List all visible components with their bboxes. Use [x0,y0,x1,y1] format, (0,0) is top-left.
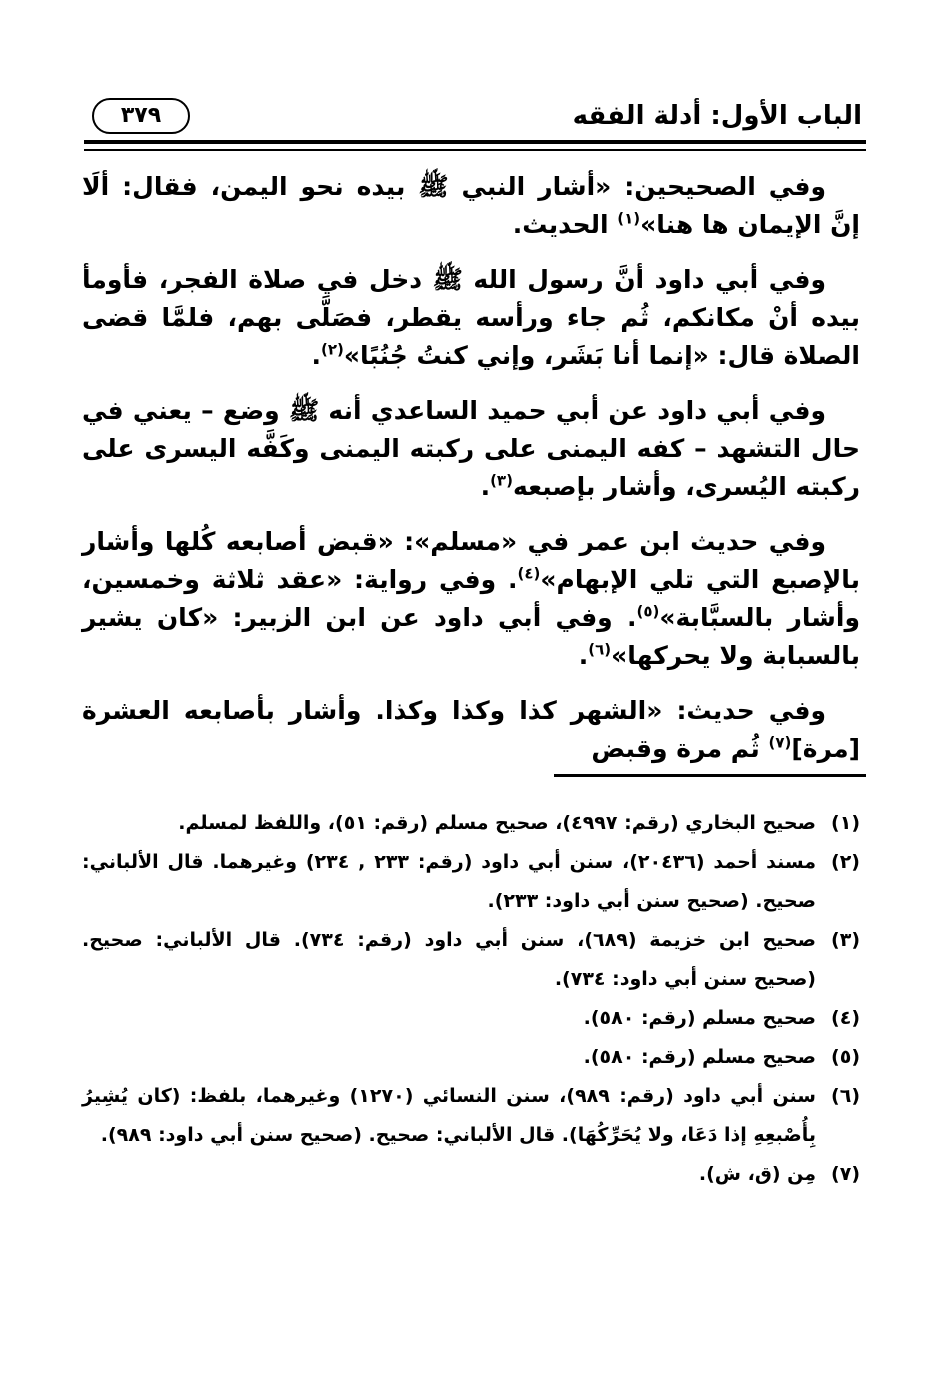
footnote-text: مسند أحمد (٢٠٤٣٦)، سنن أبي داود (رقم: ٢٣٣ , ٢٣٤) وغيرهما. قال الألباني: صحيح. (صحيح سنن أبي داود: ٢٣٣). [82,851,816,912]
footnote-text: مِن (ق، ش). [698,1163,816,1185]
page-number: ٣٧٩ [92,98,190,134]
paragraph-text: الحديث. [512,210,618,239]
running-title: الباب الأول: أدلة الفقه [572,101,862,131]
paragraph-text: وفي أبي داود عن أبي حميد الساعدي أنه ﷺ وضع – يعني في حال التشهد – كفه اليمنى على ركبته اليمنى وكَفَّه اليسرى على ركبته اليُسرى، وأشار بإصبعه [82,396,860,501]
footnote-number: (١) [831,812,860,834]
paragraph-text: . وفي أبي داود عن ابن الزبير: «كان يشير بالسبابة ولا يحركها» [82,603,860,670]
footnote [82,843,860,921]
main-text [82,168,860,785]
footnotes [82,804,860,1194]
footnote-reference: (٧) [768,733,792,752]
paragraph [82,168,860,244]
footnote-reference: (١) [617,209,641,228]
footnote-number: (٤) [831,1007,860,1029]
footnote-text: صحيح مسلم (رقم: ٥٨٠). [583,1007,816,1029]
footnote-reference: (٦) [588,640,612,659]
paragraph [82,392,860,506]
footnote-text: صحيح البخاري (رقم: ٤٩٩٧)، صحيح مسلم (رقم: ٥١)، واللفظ لمسلم. [178,812,816,834]
paragraph-text: ثُم مرة وقبض [591,734,769,763]
paragraph-text: وفي الصحيحين: «أشار النبي ﷺ بيده نحو اليمن، فقال: ألَا إنَّ الإيمان ها هنا» [82,172,860,239]
paragraph-text: وفي أبي داود أنَّ رسول الله ﷺ دخل في صلاة الفجر، فأومأ بيده أنْ مكانكم، ثُم جاء ورأسه يقطر، فصَلَّى بهم، فلمَّا قضى الصلاة قال: «إنما أنا بَشَر، وإني كنتُ جُنُبًا» [82,265,860,370]
footnote-number: (٦) [831,1085,860,1107]
footnote-text: صحيح مسلم (رقم: ٥٨٠). [583,1046,816,1068]
footnote [82,921,860,999]
header-rule-thick [84,140,866,144]
footnote-number: (٥) [831,1046,860,1068]
paragraph-text: . وفي رواية: «عقد ثلاثة وخمسين، وأشار بالسبَّابة» [82,565,860,632]
paragraph [82,523,860,675]
paragraph [82,261,860,375]
footnote-reference: (٢) [320,340,344,359]
paragraph-text: . [311,341,321,370]
footnote [82,804,860,843]
footnote-separator [554,774,866,777]
footnote-reference: (٥) [636,602,660,621]
footnote-number: (٧) [831,1163,860,1185]
paragraph-text: وفي حديث ابن عمر في «مسلم»: «قبض أصابعه كُلها وأشار بالإصبع التي تلي الإبهام» [82,527,860,594]
paragraph-text: . [578,641,589,670]
page-header [92,98,862,138]
footnote-text: صحيح ابن خزيمة (٦٨٩)، سنن أبي داود (رقم: ٧٣٤). قال الألباني: صحيح. (صحيح سنن أبي داود: ٧٣٤). [82,929,816,990]
footnote [82,1077,860,1155]
footnote [82,999,860,1038]
footnote [82,1155,860,1194]
paragraph [82,692,860,768]
paragraph-text: وفي حديث: «الشهر كذا وكذا وكذا. وأشار بأصابعه العشرة [مرة] [82,696,860,763]
footnote-reference: (٣) [490,471,513,490]
header-rule-thin [84,149,866,151]
footnote-number: (٣) [831,929,860,951]
footnote [82,1038,860,1077]
footnote-reference: (٤) [517,564,541,583]
footnote-number: (٢) [831,851,860,873]
footnote-text: سنن أبي داود (رقم: ٩٨٩)، سنن النسائي (١٢٧٠) وغيرهما، بلفظ: (كان يُشِيرُ بِأُصْبعِهِ إذا دَعَا، ولا يُحَرِّكُهَا). قال الألباني: صحيح. (صحيح سنن أبي داود: ٩٨٩). [82,1085,816,1146]
paragraph-text: . [480,472,491,501]
